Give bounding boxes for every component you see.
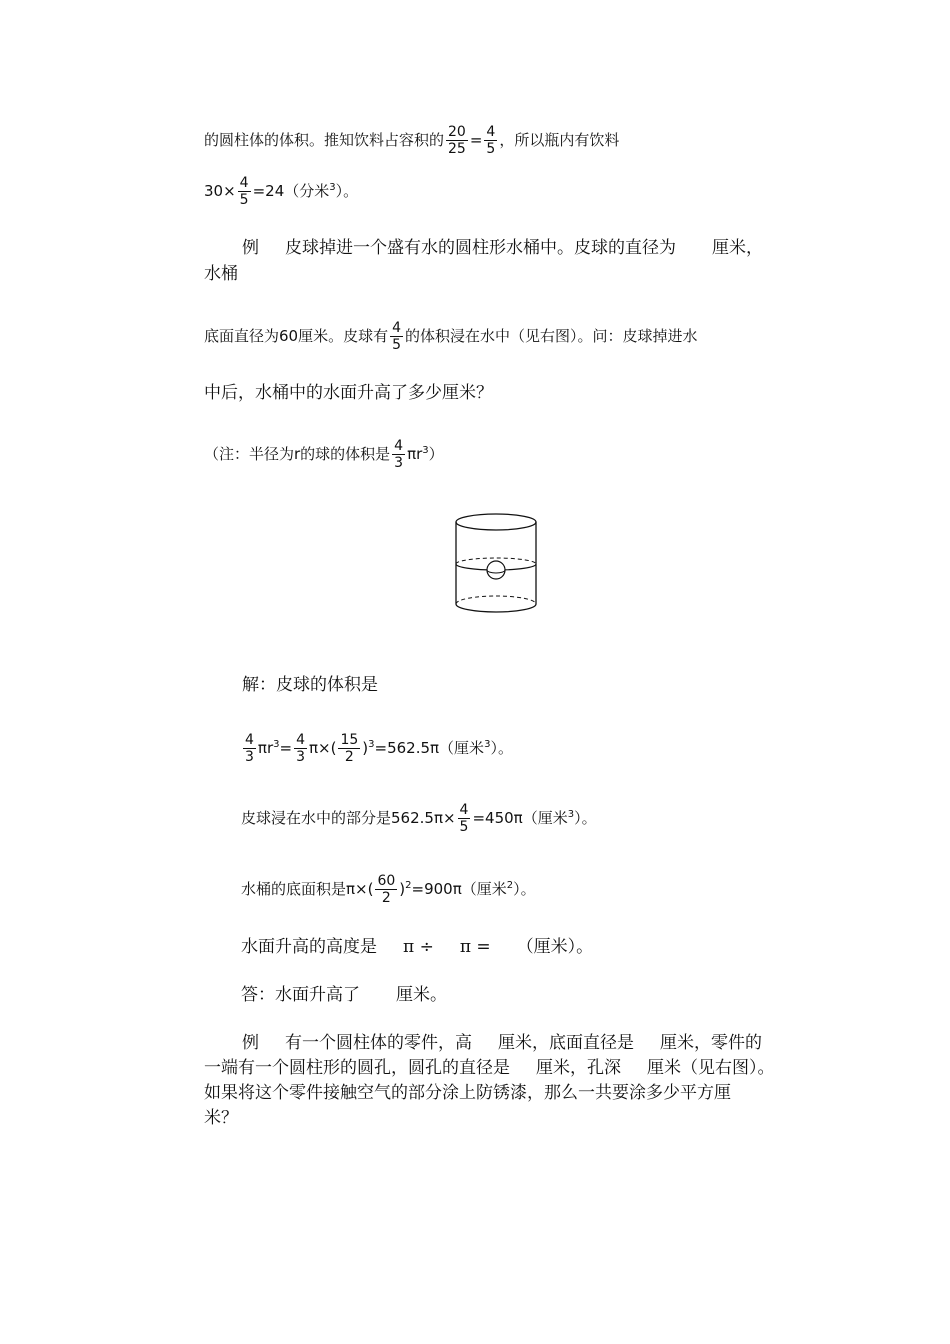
fraction: $\frac{4}{5}$ [459,802,469,835]
text-segment: ，所以瓶内有饮料 [499,131,620,149]
text-line-drink-volume: 30× $\frac{4}{5}$ =24（分米$^3$）。 [204,175,359,208]
fraction: $\frac{4}{3}$ [296,732,305,765]
example-label: 例 [242,1033,259,1053]
bucket-top-ellipse [456,514,536,530]
text-line-volume-ratio: 的圆柱体的体积。推知饮料占容积的 $\frac{20}{25}$ = $\frac{4}{5}$ ，所以瓶内有饮料 [204,124,620,157]
example1-statement-cont: 水桶 [204,264,238,284]
bucket-bottom-front [456,604,536,612]
fraction-20-25: $\frac{20}{25}$ [448,124,466,157]
example1-statement: 例 皮球掉进一个盛有水的圆柱形水桶中。皮球的直径为 厘米， [242,238,763,258]
example1-question: 中后，水桶中的水面升高了多少厘米？ [204,383,493,403]
equation-submerged-volume: 皮球浸在水中的部分是562.5π× $\frac{4}{5}$ =450π（厘米$^3$）。 [241,802,597,835]
fraction: $\frac{60}{2}$ [377,873,396,906]
fraction-4-5: $\frac{4}{5}$ [486,124,496,157]
example2-line4: 米？ [204,1108,238,1128]
equation-ball-volume: $\frac{4}{3}$ $\pi r^3=$ $\frac{4}{3}$ π×( $\frac{15}{2}$ )$^3$=562.5π（厘米$^3$）。 [245,732,513,765]
fraction: $\frac{4}{5}$ [392,320,402,353]
example1-line3: 底面直径为60厘米。皮球有 $\frac{4}{5}$ 的体积浸在水中（见右图）。问：皮球掉进水 [204,320,698,353]
fraction: $\frac{4}{3}$ [394,438,404,471]
example2-line2: 一端有一个圆柱形的圆孔，圆孔的直径是 厘米，孔深 厘米（见右图）。 [204,1058,775,1078]
fraction: $\frac{4}{5}$ [239,175,249,208]
answer-line: 答：水面升高了 厘米。 [241,985,447,1005]
bucket-bottom-back [456,596,536,604]
equation-base-area: 水桶的底面积是π×( $\frac{60}{2}$ )$^2$=900π（厘米$^2$）。 [241,873,536,906]
bucket-with-ball-diagram [452,510,562,620]
solution-label: 解：皮球的体积是 [242,675,378,695]
example2-line3: 如果将这个零件接触空气的部分涂上防锈漆，那么一共要涂多少平方厘 [204,1083,731,1103]
ball [487,561,505,579]
fraction: $\frac{4}{3}$ [245,732,254,765]
text-segment: 的圆柱体的体积。推知饮料占容积的 [204,131,445,149]
example1-note: （注：半径为r的球的体积是 $\frac{4}{3}$ $\pi r^3$） [204,438,444,471]
example-label: 例 [242,238,259,258]
example2-line1: 例 有一个圆柱体的零件，高 厘米，底面直径是 厘米，零件的 [242,1033,762,1053]
equation-height-rise: 水面升高的高度是 π ÷ π = （厘米）。 [241,937,594,957]
fraction: $\frac{15}{2}$ [340,732,359,765]
